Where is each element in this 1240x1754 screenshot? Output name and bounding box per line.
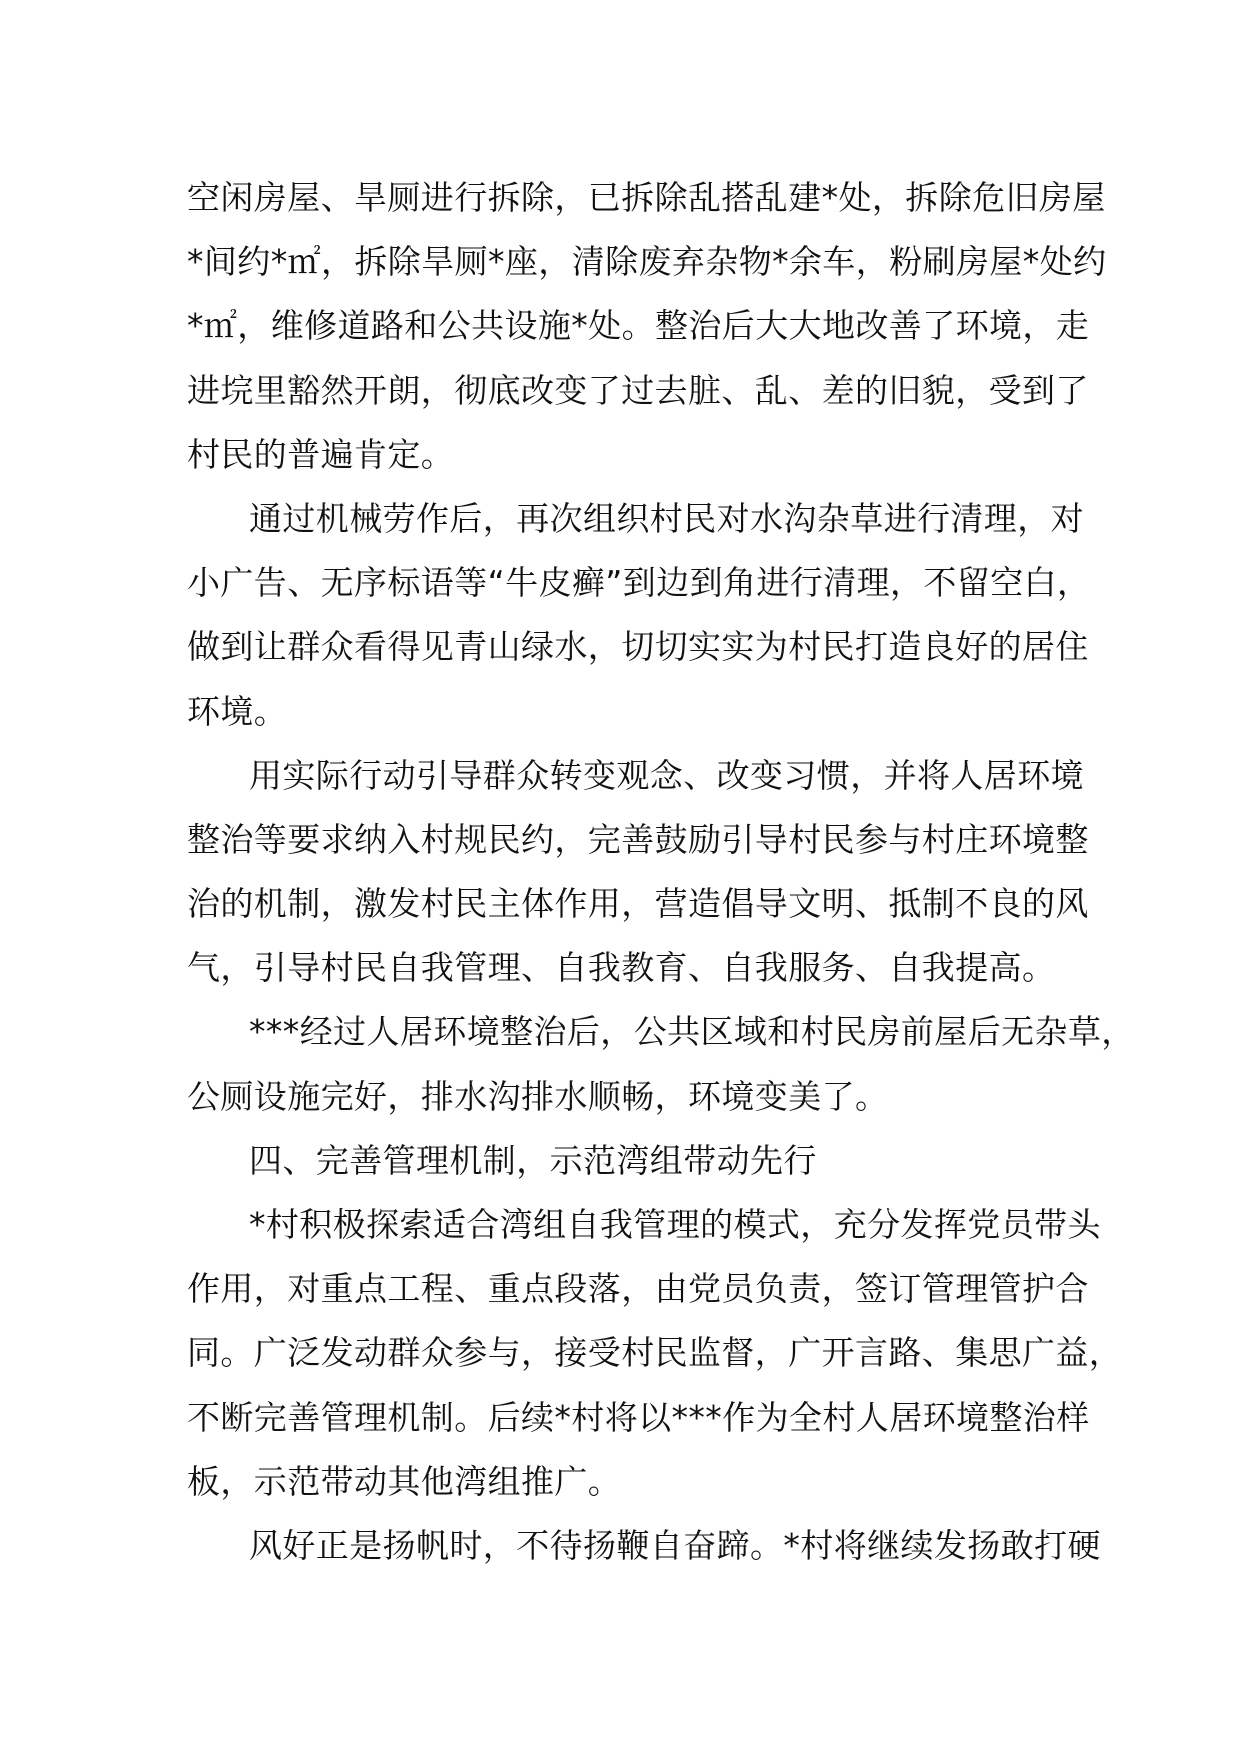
text-line: ***经过人居环境整治后，公共区域和村民房前屋后无杂草， — [249, 1012, 1135, 1052]
text-line: 做到让群众看得见青山绿水，切切实实为村民打造良好的居住 — [187, 627, 1089, 667]
text-line: *间约*㎡，拆除旱厕*座，清除废弃杂物*余车，粉刷房屋*处约 — [187, 242, 1107, 282]
text-line: 四、完善管理机制，示范湾组带动先行 — [249, 1140, 817, 1180]
text-line: 整治等要求纳入村规民约，完善鼓励引导村民参与村庄环境整 — [187, 819, 1089, 859]
text-line: *村积极探索适合湾组自我管理的模式，充分发挥党员带头 — [249, 1205, 1101, 1244]
document-body — [187, 166, 1135, 1578]
text-line: 公厕设施完好，排水沟排水顺畅，环境变美了。 — [187, 1076, 889, 1116]
text-line: 作用，对重点工程、重点段落，由党员负责，签订管理管护合 — [187, 1269, 1089, 1309]
text-line: 同。广泛发动群众参与，接受村民监督，广开言路、集思广益， — [187, 1333, 1123, 1373]
text-line: 村民的普遍肯定。 — [187, 434, 455, 474]
text-line: 不断完善管理机制。后续*村将以***作为全村人居环境整治样 — [187, 1397, 1090, 1437]
text-line: 小广告、无序标语等“牛皮癣”到边到角进行清理，不留空白， — [187, 563, 1091, 603]
text-line: 风好正是扬帆时，不待扬鞭自奋蹄。*村将继续发扬敢打硬 — [249, 1525, 1101, 1565]
text-line: 用实际行动引导群众转变观念、改变习惯，并将人居环境 — [249, 755, 1084, 795]
text-line: 空闲房屋、旱厕进行拆除，已拆除乱搭乱建*处，拆除危旧房屋 — [187, 178, 1106, 217]
text-line: 通过机械劳作后，再次组织村民对水沟杂草进行清理，对 — [249, 498, 1084, 538]
text-line: *㎡，维修道路和公共设施*处。整治后大大地改善了环境，走 — [187, 306, 1090, 346]
text-line: 进垸里豁然开朗，彻底改变了过去脏、乱、差的旧貌，受到了 — [187, 370, 1089, 410]
text-line: 治的机制，激发村民主体作用，营造倡导文明、抵制不良的风 — [187, 884, 1089, 924]
text-line: 板，示范带动其他湾组推广。 — [187, 1461, 622, 1501]
text-line: 气，引导村民自我管理、自我教育、自我服务、自我提高。 — [187, 948, 1056, 988]
text-line: 环境。 — [187, 691, 288, 731]
